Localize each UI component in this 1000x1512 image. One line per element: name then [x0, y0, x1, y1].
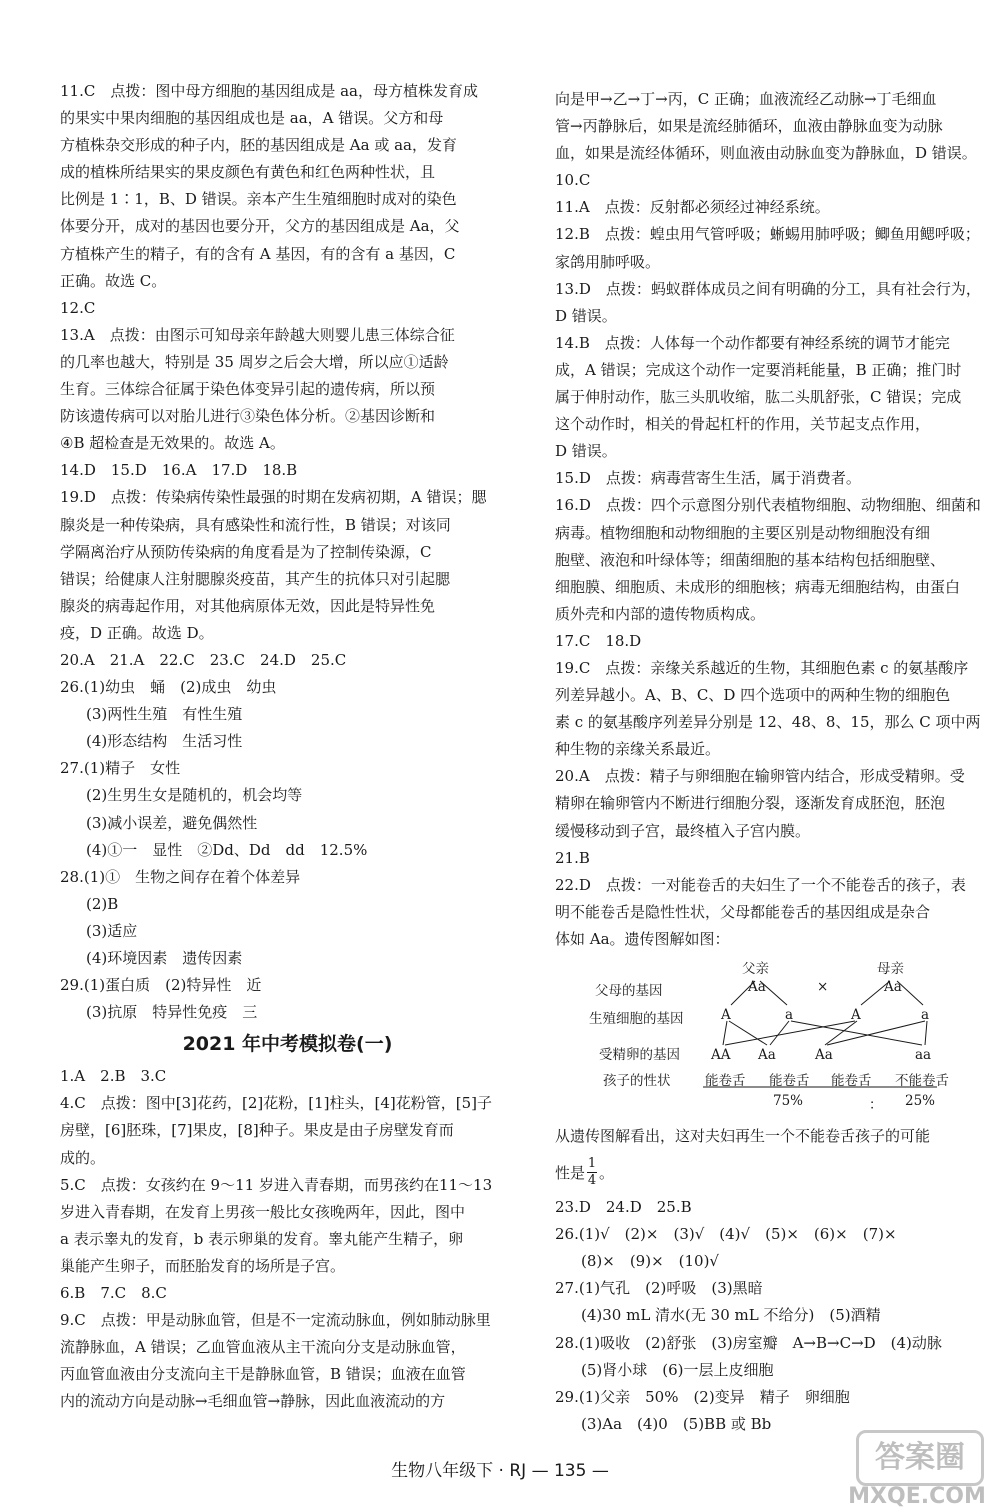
answer-line: 22.D 点拨：一对能卷舌的夫妇生了一个不能卷舌的孩子，表	[555, 875, 966, 894]
answer-line: 属于伸肘动作，肱三头肌收缩，肱二头肌舒张，C 错误；完成	[555, 388, 962, 407]
answer-line: 11.C 点拨：图中母方细胞的基因组成是 aa，母方植株发育成	[60, 82, 478, 100]
gamete-1: A	[721, 1007, 731, 1023]
answer-line: 14.B 点拨：人体每一个动作都要有神经系统的调节才能完	[555, 333, 950, 352]
answer-line: 比例是 1∶1，B、D 错误。亲本产生生殖细胞时成对的染色	[60, 190, 457, 209]
mother-label: 母亲	[877, 961, 904, 977]
watermark-logo: 答案圈	[856, 1430, 984, 1486]
row-label-gametes: 生殖细胞的基因	[589, 1011, 684, 1027]
answer-line: 26.(1)幼虫 蛹 (2)成虫 幼虫	[60, 678, 277, 697]
answer-line: (8)× (9)× (10)√	[581, 1252, 719, 1271]
answer-line: 内的流动方向是动脉→毛细血管→静脉，因此血液流动的方	[60, 1392, 446, 1411]
answer-line: 素 c 的氨基酸序列差异分别是 12、48、8、15，那么 C 项中两	[555, 713, 981, 732]
answer-line: 14.D 15.D 16.A 17.D 18.B	[60, 461, 298, 480]
zygote-4: aa	[915, 1047, 932, 1063]
right-column	[555, 86, 983, 1438]
row-label-parents: 父母的基因	[595, 983, 663, 999]
ratio-separator: ：	[869, 1097, 883, 1113]
answer-line: (4)①一 显性 ②Dd、Dd dd 12.5%	[86, 840, 368, 859]
answer-line: (2)B	[86, 894, 119, 913]
answer-line: 列差异越小。A、B、C、D 四个选项中的两种生物的细胞色	[555, 686, 951, 705]
answer-line: 种生物的亲缘关系最近。	[555, 740, 721, 759]
answer-line: 家鸽用肺呼吸。	[555, 252, 661, 271]
answer-line: D 错误。	[555, 306, 617, 325]
answer-line: 学隔离治疗从预防传染病的角度看是为了控制传染源，C	[60, 542, 432, 561]
answer-line: 错误；给健康人注射腮腺炎疫苗，其产生的抗体只对引起腮	[60, 569, 451, 588]
answer-line: 精卵在输卵管内不断进行细胞分裂，逐渐发育成胚泡，胚泡	[555, 794, 946, 813]
row-label-traits: 孩子的性状	[603, 1073, 671, 1089]
answer-line: 管→丙静脉后，如果是流经肺循环，血液由静脉血变为动脉	[555, 117, 943, 136]
answer-line: D 错误。	[555, 442, 617, 461]
answer-line: 方植株产生的精子，有的含有 A 基因，有的含有 a 基因，C	[60, 244, 456, 263]
genetics-diagram	[555, 957, 983, 1117]
answer-line: (4)形态结构 生活习性	[86, 732, 243, 751]
answer-line: 26.(1)√ (2)× (3)√ (4)√ (5)× (6)× (7)×	[555, 1225, 897, 1244]
answer-line: 巢能产生卵子，而胚胎发育的场所是子宫。	[60, 1256, 346, 1275]
answer-line: 防该遗传病可以对胎儿进行③染色体分析。②基因诊断和	[60, 407, 436, 426]
answer-line: ④B 超检查是无效果的。故选 A。	[60, 434, 285, 453]
ratio-dominant: 75%	[773, 1093, 804, 1109]
answer-line: 疫，D 正确。故选 D。	[60, 623, 214, 642]
probability-prefix: 性是	[555, 1163, 586, 1182]
answer-line: 5.C 点拨：女孩约在 9～11 岁进入青春期，而男孩约在11～13	[60, 1175, 493, 1194]
answer-line: 11.A 点拨：反射都必须经过神经系统。	[555, 198, 830, 217]
answer-line: 20.A 21.A 22.C 23.C 24.D 25.C	[60, 650, 347, 669]
answer-line: (3)减小误差，避免偶然性	[86, 813, 258, 832]
trait-2: 能卷舌	[769, 1073, 810, 1089]
answer-line: 12.C	[60, 298, 96, 317]
answer-line: 19.D 点拨：传染病传染性最强的时期在发病初期，A 错误；腮	[60, 488, 487, 507]
answer-line: 体如 Aa。遗传图解如图：	[555, 929, 730, 948]
answer-block-continued	[555, 86, 983, 953]
answer-line: 病毒。植物细胞和动物细胞的主要区别是动物细胞没有细	[555, 523, 931, 542]
zygote-1: AA	[711, 1047, 731, 1063]
answer-line: 27.(1)气孔 (2)呼吸 (3)黑暗	[555, 1279, 763, 1298]
gamete-2: a	[785, 1007, 794, 1023]
answer-line: 9.C 点拨：甲是动脉血管，但是不一定流动脉血，例如肺动脉里	[60, 1311, 491, 1330]
answer-line: 10.C	[555, 171, 591, 190]
answer-line: 岁进入青春期，在发育上男孩一般比女孩晚两年，因此，图中	[60, 1202, 466, 1221]
answer-line: 13.A 点拨：由图示可知母亲年龄越大则婴儿患三体综合征	[60, 325, 455, 344]
answer-line: 丙血管血液由分支流向主干是静脉血管，B 错误；血液在血管	[60, 1365, 466, 1384]
probability-line	[555, 1150, 983, 1194]
left-column	[60, 78, 515, 1416]
probability-fraction	[587, 1157, 597, 1188]
answer-line: 向是甲→乙→丁→丙，C 正确；血液流经乙动脉→丁毛细血	[555, 90, 937, 108]
answer-line: 15.D 点拨：病毒营寄生生活，属于消费者。	[555, 469, 861, 488]
row-label-zygotes: 受精卵的基因	[599, 1047, 680, 1063]
answer-line: 血，如果是流经体循环，则血液由动脉血变为静脉血，D 错误。	[555, 144, 977, 163]
fraction-numerator: 1	[587, 1155, 597, 1171]
answer-line: 19.C 点拨：亲缘关系越近的生物，其细胞色素 c 的氨基酸序	[555, 658, 969, 677]
gamete-3: A	[851, 1007, 861, 1023]
probability-suffix: 。	[599, 1163, 615, 1182]
answer-line: 6.B 7.C 8.C	[60, 1284, 167, 1303]
trait-4: 不能卷舌	[895, 1073, 949, 1089]
watermark-url: MXQE.COM	[848, 1484, 986, 1509]
answer-line: 21.B	[555, 848, 590, 867]
answer-line: (3)适应	[86, 921, 138, 940]
answer-line: 29.(1)父亲 50% (2)变异 精子 卵细胞	[555, 1387, 850, 1406]
answer-line: 16.D 点拨：四个示意图分别代表植物细胞、动物细胞、细菌和	[555, 496, 981, 515]
answer-line: 细胞膜、细胞质、未成形的细胞核；病毒无细胞结构，由蛋白	[555, 577, 961, 596]
answer-line: 4.C 点拨：图中[3]花药，[2]花粉，[1]柱头，[4]花粉管，[5]子	[60, 1094, 493, 1113]
exam-title: 2021 年中考模拟卷(一)	[182, 1033, 393, 1056]
trait-3: 能卷舌	[831, 1073, 872, 1089]
answer-line: 28.(1)吸收 (2)舒张 (3)房室瓣 A→B→C→D (4)动脉	[555, 1333, 942, 1352]
answer-line: 正确。故选 C。	[60, 271, 167, 290]
page-footer: 生物八年级下 · RJ — 135 —	[391, 1461, 609, 1481]
answer-line: 流静脉血，A 错误；乙血管血液从主干流向分支是动脉血管，	[60, 1338, 466, 1357]
answer-line: 12.B 点拨：蝗虫用气管呼吸；蜥蜴用肺呼吸；鲫鱼用鳃呼吸；	[555, 225, 980, 244]
answer-line: (4)30 mL 清水(无 30 mL 不给分) (5)酒精	[581, 1306, 881, 1325]
father-genotype: Aa	[748, 979, 766, 995]
answer-line: (3)两性生殖 有性生殖	[86, 705, 243, 724]
answer-block-previous-test	[60, 78, 515, 1026]
answer-line: a 表示睾丸的发育，b 表示卵巢的发育。睾丸能产生精子，卵	[60, 1229, 464, 1248]
answer-block-mock-exam	[60, 1063, 515, 1415]
answer-line: 28.(1)① 生物之间存在着个体差异	[60, 867, 301, 886]
answer-line: (2)生男生女是随机的，机会均等	[86, 786, 303, 805]
ratio-recessive: 25%	[905, 1093, 936, 1109]
answer-line: 成的。	[60, 1148, 106, 1167]
answer-line: 的几率也越大，特别是 35 周岁之后会大增，所以应①适龄	[60, 352, 449, 371]
answer-line: (5)肾小球 (6)一层上皮细胞	[581, 1360, 774, 1379]
answer-line: 明不能卷舌是隐性性状，父母都能卷舌的基因组成是杂合	[555, 902, 931, 921]
answer-block-final	[555, 1194, 983, 1438]
answer-line: 成，A 错误；完成这个动作一定要消耗能量，B 正确；推门时	[555, 360, 962, 379]
answer-line: 17.C 18.D	[555, 631, 642, 650]
answer-line: 腺炎的病毒起作用，对其他病原体无效，因此是特异性免	[60, 596, 436, 615]
answer-line: 27.(1)精子 女性	[60, 759, 181, 778]
fraction-denominator: 4	[587, 1172, 597, 1188]
gamete-4: a	[921, 1007, 930, 1023]
answer-line: 从遗传图解看出，这对夫妇再生一个不能卷舌孩子的可能	[555, 1127, 931, 1145]
answer-line: 29.(1)蛋白质 (2)特异性 近	[60, 976, 262, 995]
zygote-3: Aa	[815, 1047, 833, 1063]
answer-line: 质外壳和内部的遗传物质构成。	[555, 604, 766, 623]
answer-line: 成的植株所结果实的果皮颜色有黄色和红色两种性状，且	[60, 163, 436, 182]
mother-genotype: Aa	[884, 979, 902, 995]
answer-line: 生育。三体综合征属于染色体变异引起的遗传病，所以预	[60, 380, 436, 399]
zygote-2: Aa	[758, 1047, 776, 1063]
answer-block-after-diagram	[555, 1123, 983, 1150]
answer-line: 方植株杂交形成的种子内，胚的基因组成是 Aa 或 aa，发育	[60, 136, 457, 155]
cross-symbol: ×	[817, 979, 829, 995]
answer-line: 23.D 24.D 25.B	[555, 1198, 692, 1217]
answer-line: (3)Aa (4)0 (5)BB 或 Bb	[581, 1414, 772, 1433]
answer-line: 房壁，[6]胚珠，[7]果皮，[8]种子。果皮是由子房壁发育而	[60, 1121, 454, 1140]
answer-line: 这个动作时，相关的骨起杠杆的作用，关节起支点作用，	[555, 415, 931, 434]
answer-line: (3)抗原 特异性免疫 三	[86, 1003, 258, 1022]
answer-line: 1.A 2.B 3.C	[60, 1067, 167, 1086]
answer-line: 体要分开，成对的基因也要分开，父方的基因组成是 Aa，父	[60, 217, 460, 236]
father-label: 父亲	[742, 961, 769, 977]
answer-line: 20.A 点拨：精子与卵细胞在输卵管内结合，形成受精卵。受	[555, 767, 965, 786]
answer-line: 13.D 点拨：蚂蚁群体成员之间有明确的分工，具有社会行为，	[555, 279, 981, 298]
answer-line: 的果实中果肉细胞的基因组成也是 aa，A 错误。父方和母	[60, 109, 444, 128]
answer-line: 胞壁、液泡和叶绿体等；细菌细胞的基本结构包括细胞壁、	[555, 550, 946, 569]
answer-line: (4)环境因素 遗传因素	[86, 949, 243, 967]
trait-1: 能卷舌	[705, 1073, 746, 1089]
answer-line: 缓慢移动到子宫，最终植入子宫内膜。	[555, 821, 811, 840]
answer-line: 腺炎是一种传染病，具有感染性和流行性，B 错误；对该同	[60, 515, 451, 534]
